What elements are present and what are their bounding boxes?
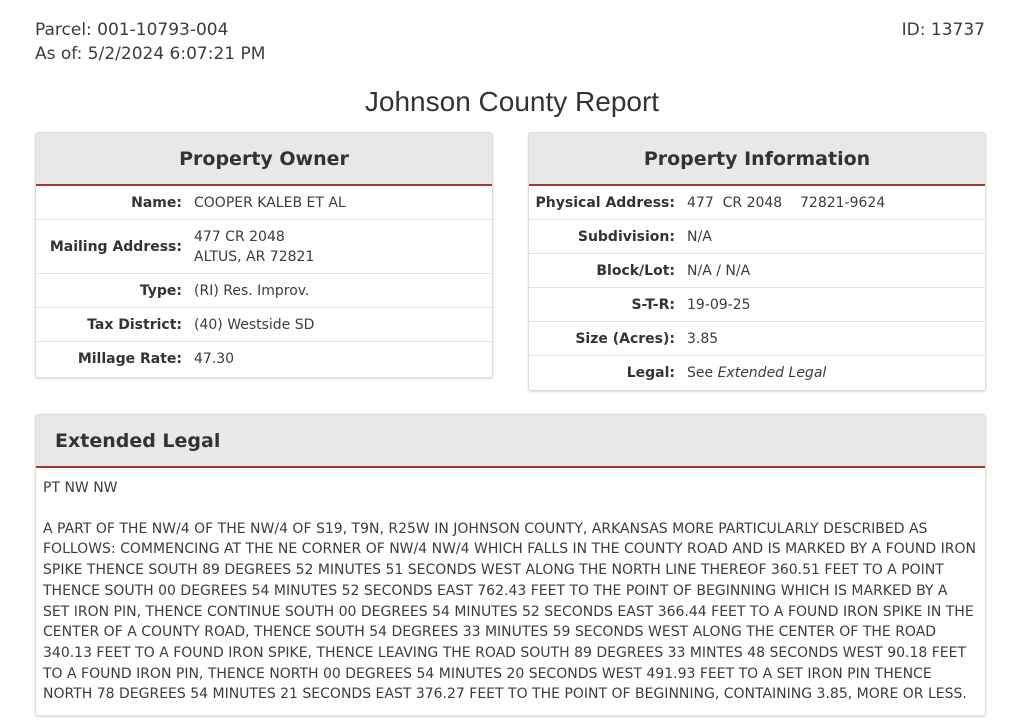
info-row-subdivision xyxy=(529,219,985,253)
owner-row-tax-district xyxy=(36,307,492,341)
legal-value-prefix: See xyxy=(687,364,718,381)
physical-address-value: 477 CR 2048 72821-9624 xyxy=(687,194,886,211)
extended-legal-heading: Extended Legal xyxy=(36,415,985,468)
report-meta xyxy=(35,18,265,66)
mailing-address-label: Mailing Address: xyxy=(49,238,182,255)
property-information-panel xyxy=(528,132,986,391)
subdivision-value: N/A xyxy=(687,228,712,245)
owner-name-value: COOPER KALEB ET AL xyxy=(194,194,346,211)
extended-legal-panel xyxy=(35,414,986,716)
extended-legal-body xyxy=(36,468,985,715)
block-lot-label: Block/Lot: xyxy=(596,262,675,279)
info-row-size xyxy=(529,321,985,355)
tax-district-label: Tax District: xyxy=(87,316,182,333)
owner-row-type xyxy=(36,273,492,307)
info-row-block-lot xyxy=(529,253,985,287)
property-owner-table xyxy=(36,186,492,375)
legal-value xyxy=(687,365,826,381)
owner-row-millage xyxy=(36,341,492,375)
millage-rate-label: Millage Rate: xyxy=(77,350,182,367)
property-information-table xyxy=(529,186,985,389)
property-owner-panel xyxy=(35,132,493,378)
owner-row-name xyxy=(36,186,492,219)
mailing-address-line2: ALTUS, AR 72821 xyxy=(194,248,315,265)
extended-legal-reference: Extended Legal xyxy=(717,364,827,381)
legal-short-description: PT NW NW xyxy=(43,480,118,496)
property-owner-heading: Property Owner xyxy=(36,133,492,186)
owner-row-mailing xyxy=(36,219,492,273)
legal-label: Legal: xyxy=(626,364,675,381)
type-value: (RI) Res. Improv. xyxy=(194,282,310,299)
property-information-heading: Property Information xyxy=(529,133,985,186)
info-row-physical-address xyxy=(529,186,985,219)
info-row-legal xyxy=(529,355,985,389)
record-id: ID: 13737 xyxy=(901,20,985,40)
page-title: Johnson County Report xyxy=(364,86,660,117)
size-acres-label: Size (Acres): xyxy=(575,330,675,347)
legal-full-description: A PART OF THE NW/4 OF THE NW/4 OF S19, T9N, R25W IN JOHNSON COUNTY, ARKANSAS MORE PARTICULARLY DESCRIBED AS FOLLOWS: COMMENCING AT THE NE CORNER OF NW/4 NW/4 WHICH FALLS IN THE COUNTY ROAD AND IS MARKED BY A FOUND IRON SPIKE THENCE SOUTH 89 DEGREES 52 MINUTES 51 SECONDS WEST ALONG THE NORTH LINE THEREOF 360.51 FEET TO A POINT THENCE SOUTH 00 DEGREES 54 MINUTES 52 SECONDS EAST 762.43 FEET TO THE POINT OF BEGINNING WHICH IS MARKED BY A SET IRON PIN, THENCE CONTINUE SOUTH 00 DEGREES 54 MINUTES 52 SECONDS EAST 366.44 FEET TO A FOUND IRON SPIKE IN THE CENTER OF A COUNTY ROAD, THENCE SOUTH 54 DEGREES 33 MINUTES 59 SECONDS WEST ALONG THE CENTER OF THE ROAD 340.13 FEET TO A FOUND IRON SPIKE, THENCE LEAVING THE ROAD SOUTH 89 DEGREES 33 MINTES 48 SECONDS WEST 90.18 FEET TO A FOUND IRON PIN, THENCE NORTH 00 DEGREES 54 MINUTES 20 SECONDS WEST 491.93 FEET TO A SET IRON PIN THENCE NORTH 78 DEGREES 54 MINUTES 21 SECONDS EAST 376.27 FEET TO THE POINT OF BEGINNING, CONTAINING 3.85, MORE OR LESS. xyxy=(43,520,976,703)
info-row-str xyxy=(529,287,985,321)
str-label: S-T-R: xyxy=(631,296,675,313)
type-label: Type: xyxy=(139,282,182,299)
tax-district-value: (40) Westside SD xyxy=(194,316,315,333)
block-lot-value: N/A / N/A xyxy=(687,262,751,279)
millage-rate-value: 47.30 xyxy=(194,350,235,367)
mailing-address-line1: 477 CR 2048 xyxy=(194,228,285,245)
owner-name-label: Name: xyxy=(131,194,182,211)
mailing-address-value xyxy=(194,227,314,267)
as-of-timestamp: As of: 5/2/2024 6:07:21 PM xyxy=(35,44,266,64)
str-value: 19-09-25 xyxy=(687,296,751,313)
parcel-number: Parcel: 001-10793-004 xyxy=(35,20,229,40)
subdivision-label: Subdivision: xyxy=(577,228,675,245)
physical-address-label: Physical Address: xyxy=(535,194,675,211)
size-acres-value: 3.85 xyxy=(687,330,719,347)
